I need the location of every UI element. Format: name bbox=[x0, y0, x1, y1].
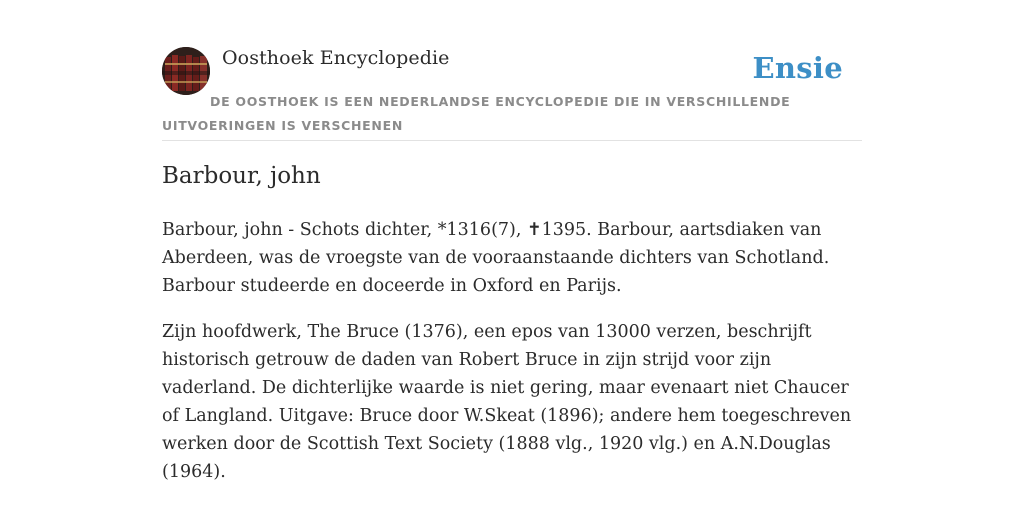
site-header bbox=[162, 46, 862, 141]
article-paragraph: Barbour, john - Schots dichter, *1316(7), ✝1395. Barbour, aartsdiaken van Aberdeen, was de vroegste van de vooraanstaande dichters van Schotland. Barbour studeerde en doceerde in Oxford en Parijs. bbox=[162, 220, 830, 296]
encyclopedia-books-icon[interactable] bbox=[162, 47, 210, 95]
article-title: Barbour, john bbox=[162, 163, 321, 189]
article-body bbox=[162, 216, 862, 504]
article-paragraph: Zijn hoofdwerk, The Bruce (1376), een epos van 13000 verzen, beschrijft historisch getrouw de daden van Robert Bruce in zijn strijd voor zijn vaderland. De dichterlijke waarde is niet gering, maar evenaart niet Chaucer of Langland. Uitgave: Bruce door W.Skeat (1896); andere hem toegeschreven werken door de Scottish Text Society (1888 vlg., 1920 vlg.) en A.N.Douglas (1964). bbox=[162, 322, 852, 482]
brand-logo[interactable]: Ensie bbox=[752, 51, 843, 85]
site-name[interactable]: Oosthoek Encyclopedie bbox=[222, 47, 450, 69]
site-tagline: DE OOSTHOEK IS EEN NEDERLANDSE ENCYCLOPEDIE DIE IN VERSCHILLENDE UITVOERINGEN IS VERSCHENEN bbox=[162, 94, 791, 133]
